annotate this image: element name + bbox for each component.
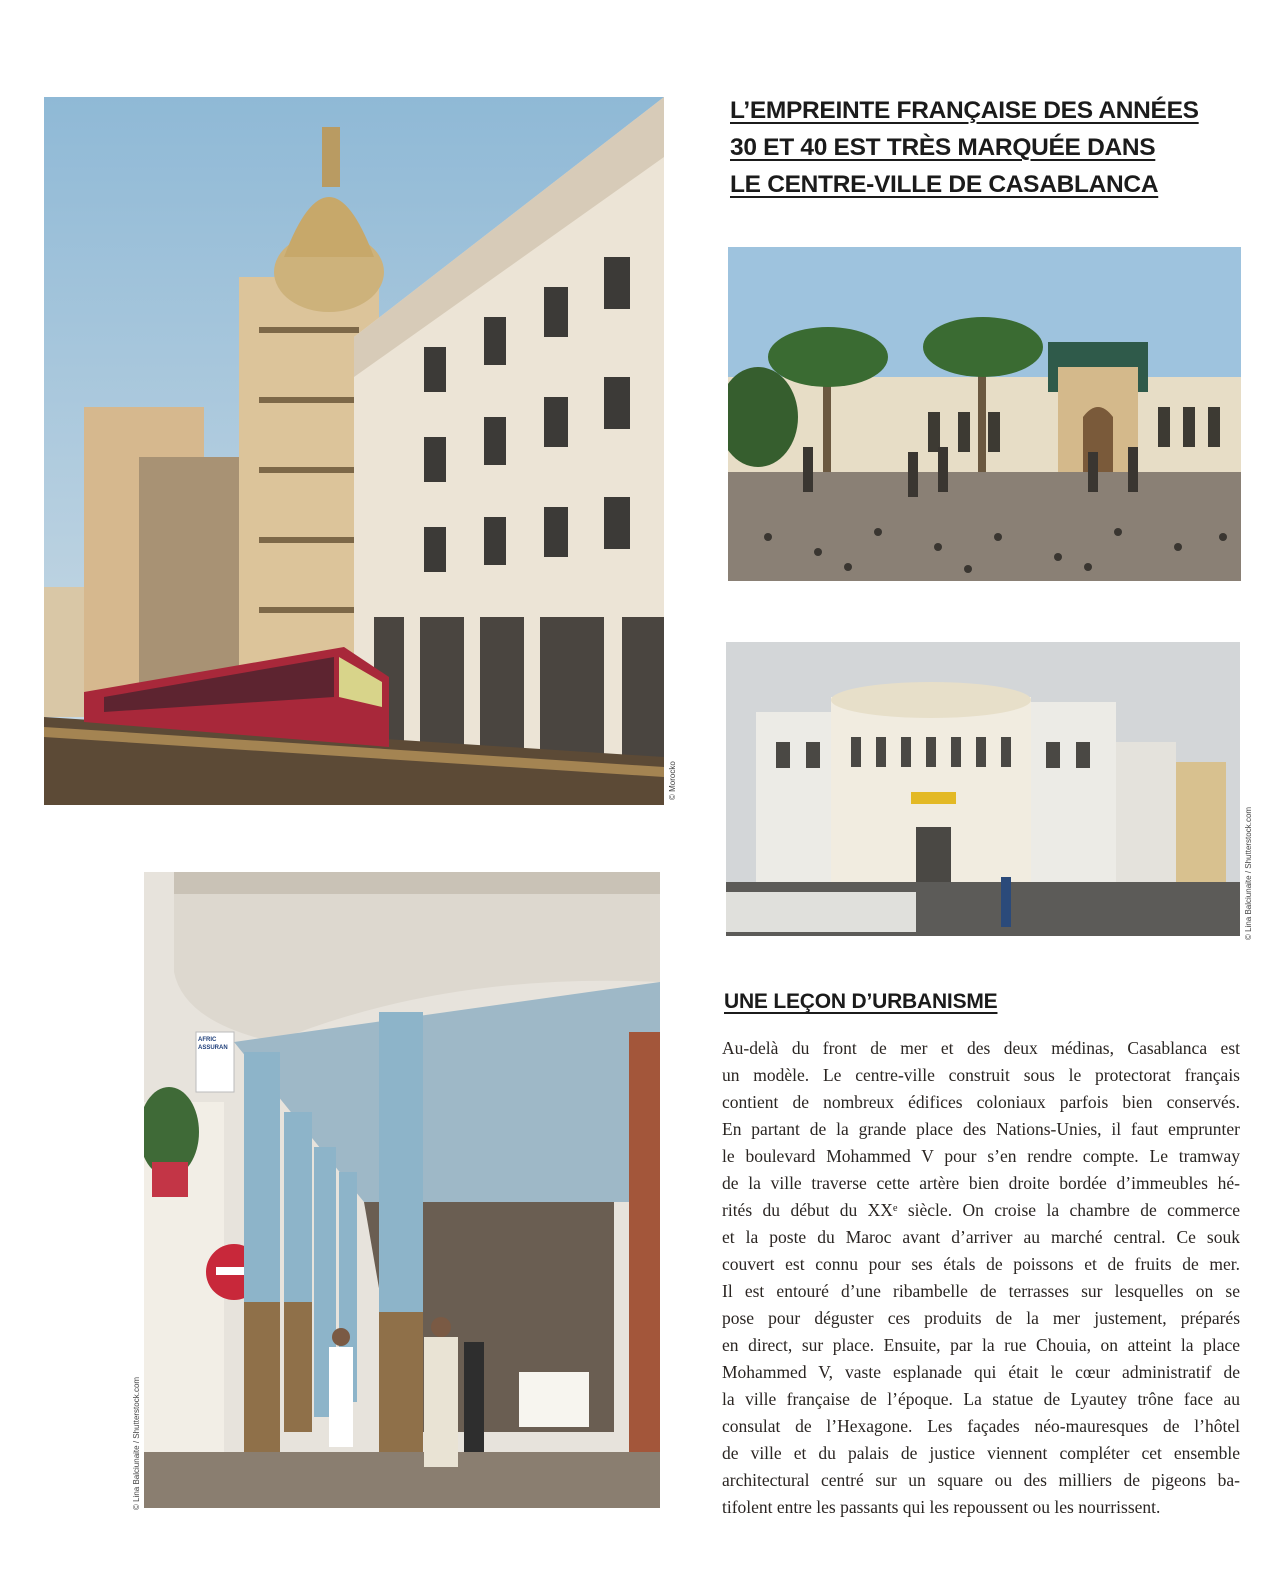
photo-boulevard-tram	[44, 97, 664, 805]
body-line: Au-delà du front de mer et des deux médinas, Casablanca est	[722, 1038, 1240, 1058]
body-line: Mohammed V, vaste esplanade qui était le cœur administratif de	[722, 1362, 1240, 1382]
photo-post-office	[726, 642, 1240, 936]
body-line: tifolent entre les passants qui les repoussent ou les nourrissent.	[722, 1497, 1161, 1517]
photo-pigeon-square	[728, 247, 1241, 581]
body-line: de ville et du palais de justice viennent compléter cet ensemble	[722, 1443, 1240, 1463]
body-line: couvert est connu pour ses étals de poissons et de fruits de mer.	[722, 1254, 1240, 1274]
body-line: En partant de la grande place des Nations-Unies, il faut emprunter	[722, 1119, 1240, 1139]
photo-credit-tram: © Morocko	[668, 761, 677, 800]
body-line: rités du début du XXᵉ siècle. On croise la chambre de commerce	[722, 1200, 1240, 1220]
section-title: UNE LEÇON D’URBANISME	[724, 990, 998, 1013]
headline-line: 30 ET 40 EST TRÈS MARQUÉE DANS	[730, 134, 1156, 161]
arcade-sign: AFRIC ASSURAN	[198, 1037, 228, 1051]
body-line: la ville française de l’époque. La statue de Lyautey trône face au	[722, 1389, 1240, 1409]
photo-credit-post-office: © Lina Balciunaite / Shutterstock.com	[1244, 806, 1253, 940]
photo-credit-arcade: © Lina Balciunaite / Shutterstock.com	[132, 1376, 141, 1510]
body-line: un modèle. Le centre-ville construit sous le protectorat français	[722, 1065, 1240, 1085]
body-line: le boulevard Mohammed V pour s’en rendre compte. Le tramway	[722, 1146, 1240, 1166]
body-line: en direct, sur place. Ensuite, par la rue Chouia, on atteint la place	[722, 1335, 1240, 1355]
body-line: Il est entouré d’une ribambelle de terrasses sur lesquelles on se	[722, 1281, 1240, 1301]
body-line: consulat de l’Hexagone. Les façades néo-mauresques de l’hôtel	[722, 1416, 1240, 1436]
body-line: architectural centré sur un square ou des milliers de pigeons ba-	[722, 1470, 1240, 1490]
body-line: pose pour déguster ces produits de la mer justement, préparés	[722, 1308, 1240, 1328]
headline-line: L’EMPREINTE FRANÇAISE DES ANNÉES	[730, 97, 1199, 124]
article-body	[722, 1035, 1240, 1521]
body-line: de la ville traverse cette artère bien droite bordée d’immeubles hé-	[722, 1173, 1240, 1193]
headline	[730, 92, 1240, 203]
headline-line: LE CENTRE-VILLE DE CASABLANCA	[730, 171, 1159, 198]
photo-arcade	[144, 872, 660, 1508]
body-line: contient de nombreux édifices coloniaux parfois bien conservés.	[722, 1092, 1240, 1112]
body-line: et la poste du Maroc avant d’arriver au marché central. Ce souk	[722, 1227, 1240, 1247]
